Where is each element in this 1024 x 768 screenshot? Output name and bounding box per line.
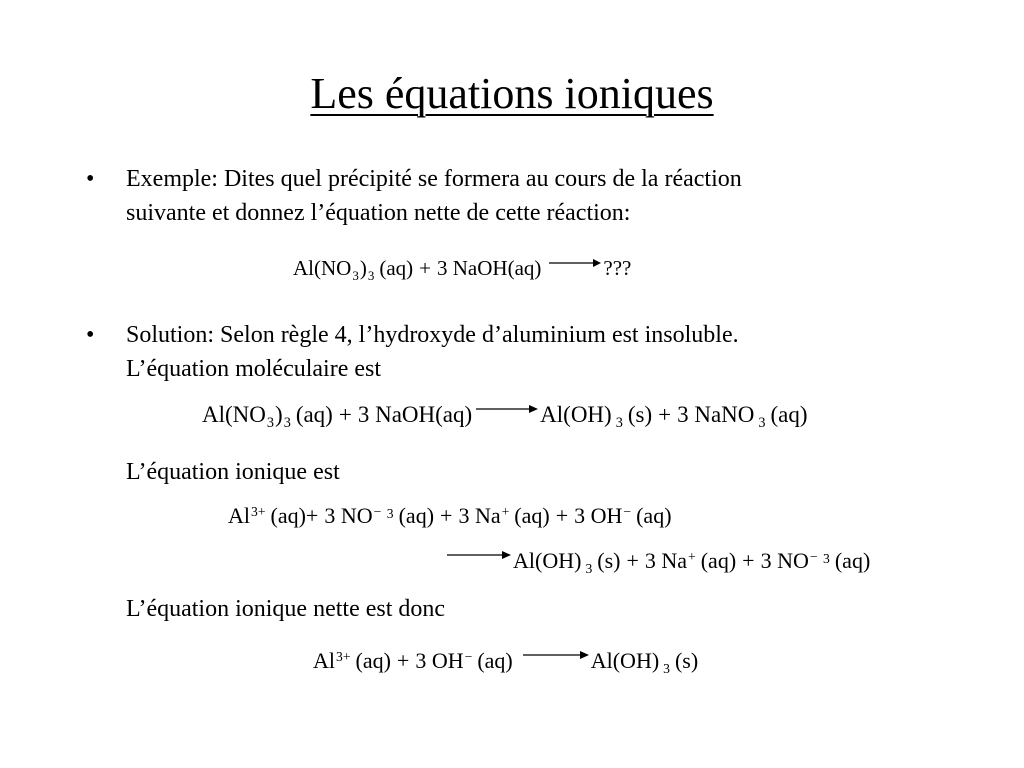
eq-charge: −	[809, 548, 818, 564]
eq-term: 3 NaOH(aq)	[357, 402, 473, 427]
eq-plus: +	[440, 503, 453, 528]
eq-term: (aq)	[834, 548, 871, 573]
eq-term: (aq)	[636, 503, 672, 528]
eq-subscript: 3	[758, 414, 766, 431]
bullet-solution-line-1: Solution: Selon règle 4, l’hydroxyde d’aluminium est insoluble.	[126, 322, 739, 348]
reaction-arrow-icon	[523, 649, 589, 661]
eq-subscript: 3	[367, 267, 375, 283]
eq-term: Al(NO	[202, 402, 266, 427]
eq-term: Al(NO	[293, 256, 352, 280]
eq-charge: 3+	[251, 503, 266, 519]
eq-subscript: 3	[663, 660, 670, 676]
bullet-solution-line-2: L’équation moléculaire est	[126, 356, 382, 382]
bullet-dot: •	[86, 166, 95, 192]
eq-subscript: 3	[283, 414, 291, 431]
eq-plus: +	[658, 402, 672, 427]
eq-charge-stack	[373, 503, 394, 526]
eq-plus: +	[555, 503, 569, 528]
reaction-arrow-icon	[476, 403, 538, 415]
eq-charge: −	[464, 648, 473, 664]
eq-term: ???	[603, 256, 632, 280]
bullet-solution	[86, 318, 946, 388]
eq-term: (aq)	[477, 648, 513, 673]
eq-term: 3 Na	[644, 548, 688, 573]
eq-term: (aq)	[398, 503, 435, 528]
eq-charge: −	[623, 503, 632, 519]
bullet-example-line-2: suivante et donnez l’équation nette de cette réaction:	[126, 200, 631, 226]
eq-term: (aq)	[770, 402, 808, 427]
eq-charge-stack	[809, 548, 830, 571]
eq-term: (s)	[597, 548, 621, 573]
equation-ionic-line-2	[447, 548, 870, 574]
bullet-dot: •	[86, 322, 95, 348]
eq-term: 3 NaNO	[677, 402, 755, 427]
eq-term: Al(OH)	[513, 548, 582, 573]
eq-term: (aq)	[295, 402, 333, 427]
eq-charge: 3+	[336, 648, 351, 664]
eq-subscript: 3	[266, 414, 275, 431]
eq-subscript: 3	[352, 267, 359, 283]
eq-term: 3 NO	[760, 548, 809, 573]
eq-plus: +	[396, 648, 410, 673]
eq-term: )	[359, 256, 367, 280]
eq-term: (s)	[674, 648, 699, 673]
eq-term: (s)	[627, 402, 653, 427]
eq-subscript: 3	[615, 414, 623, 431]
equation-molecular	[202, 402, 808, 431]
eq-plus: +	[338, 402, 352, 427]
eq-term: (aq)	[514, 503, 550, 528]
eq-charge: −	[373, 503, 382, 519]
eq-term: Al	[313, 648, 335, 673]
eq-term: 3 OH	[415, 648, 464, 673]
label-net-ionic-equation: L’équation ionique nette est donc	[126, 596, 446, 622]
eq-term: 3 Na	[458, 503, 501, 528]
eq-term: Al(OH)	[590, 648, 660, 673]
eq-plus: +	[419, 256, 432, 280]
eq-term: Al(OH)	[540, 402, 612, 427]
eq-term: Al	[228, 503, 250, 528]
eq-subscript: 3	[386, 506, 394, 522]
eq-term: (aq)	[700, 548, 737, 573]
bullet-example	[86, 162, 946, 232]
eq-charge: +	[688, 548, 696, 564]
equation-ionic-line-1	[228, 503, 672, 529]
label-ionic-equation: L’équation ionique est	[126, 459, 340, 485]
eq-term: 3 OH	[574, 503, 623, 528]
eq-term: (aq)+	[270, 503, 319, 528]
reaction-arrow-icon	[549, 257, 601, 269]
eq-term: (aq)	[379, 256, 414, 280]
eq-plus: +	[742, 548, 755, 573]
bullet-example-line-1: Exemple: Dites quel précipité se formera au cours de la réaction	[126, 166, 742, 192]
eq-term: (aq)	[355, 648, 391, 673]
equation-example	[293, 256, 631, 281]
eq-subscript: 3	[585, 560, 593, 576]
eq-subscript: 3	[823, 551, 830, 567]
reaction-arrow-icon	[447, 549, 511, 561]
eq-term: )	[275, 402, 283, 427]
equation-net-ionic	[313, 648, 698, 674]
eq-term: 3 NaOH(aq)	[437, 256, 542, 280]
slide-title: Les équations ioniques	[310, 69, 714, 118]
eq-term: 3 NO	[324, 503, 373, 528]
eq-charge: +	[501, 503, 510, 519]
eq-plus: +	[626, 548, 639, 573]
